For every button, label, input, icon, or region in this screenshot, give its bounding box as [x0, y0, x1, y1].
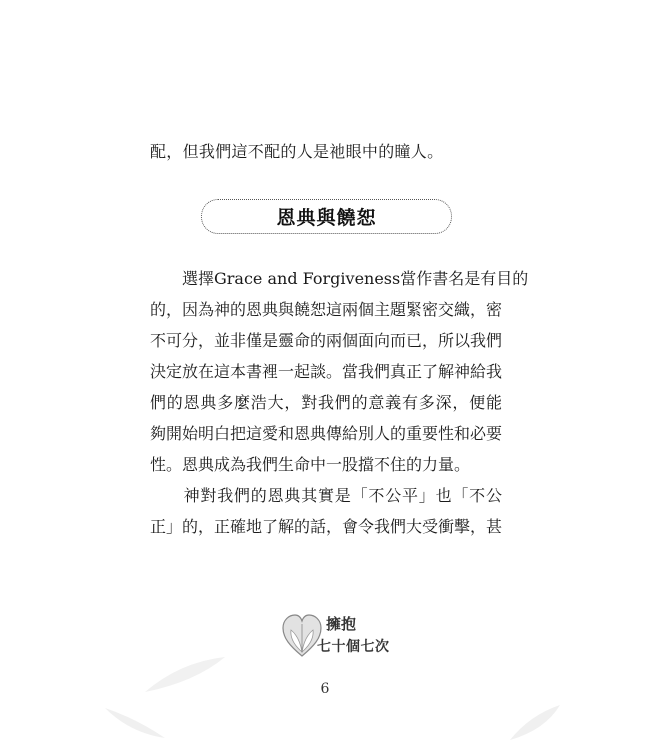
decorative-leaf-bottom-left	[100, 703, 170, 743]
paragraph-line: 決定放在這本書裡一起談。當我們真正了解神給我	[150, 362, 503, 381]
decorative-leaf-bottom-right	[505, 700, 565, 745]
carryover-text-line: 配，但我們這不配的人是祂眼中的瞳人。	[150, 142, 444, 161]
paragraph-line: 們的恩典多麼浩大，對我們的意義有多深，便能	[150, 393, 502, 412]
paragraph-line: 神對我們的恩典其實是「不公平」也「不公	[150, 486, 502, 505]
paragraph-line: 不可分，並非僅是靈命的兩個面向而已，所以我們	[150, 331, 503, 350]
logo-title: 擁抱	[326, 615, 357, 633]
page-number: 6	[320, 681, 330, 697]
logo-subtitle: 七十個七次	[317, 639, 390, 655]
paragraph-line: 選擇Grace and Forgiveness當作書名是有目的	[150, 269, 529, 288]
section-heading-box	[201, 199, 452, 234]
paragraph-2	[150, 480, 502, 542]
paragraph-line: 的，因為神的恩典與饒恕這兩個主題緊密交織，密	[150, 300, 503, 319]
paragraph-line: 性。恩典成為我們生命中一股擋不住的力量。	[150, 455, 471, 474]
book-logo	[280, 612, 400, 664]
paragraph-line: 夠開始明白把這愛和恩典傳給別人的重要性和必要	[150, 424, 503, 443]
paragraph-line: 正」的，正確地了解的話，會令我們大受衝擊，甚	[150, 517, 503, 536]
section-heading: 恩典與饒恕	[276, 207, 377, 229]
paragraph-1	[150, 263, 529, 480]
